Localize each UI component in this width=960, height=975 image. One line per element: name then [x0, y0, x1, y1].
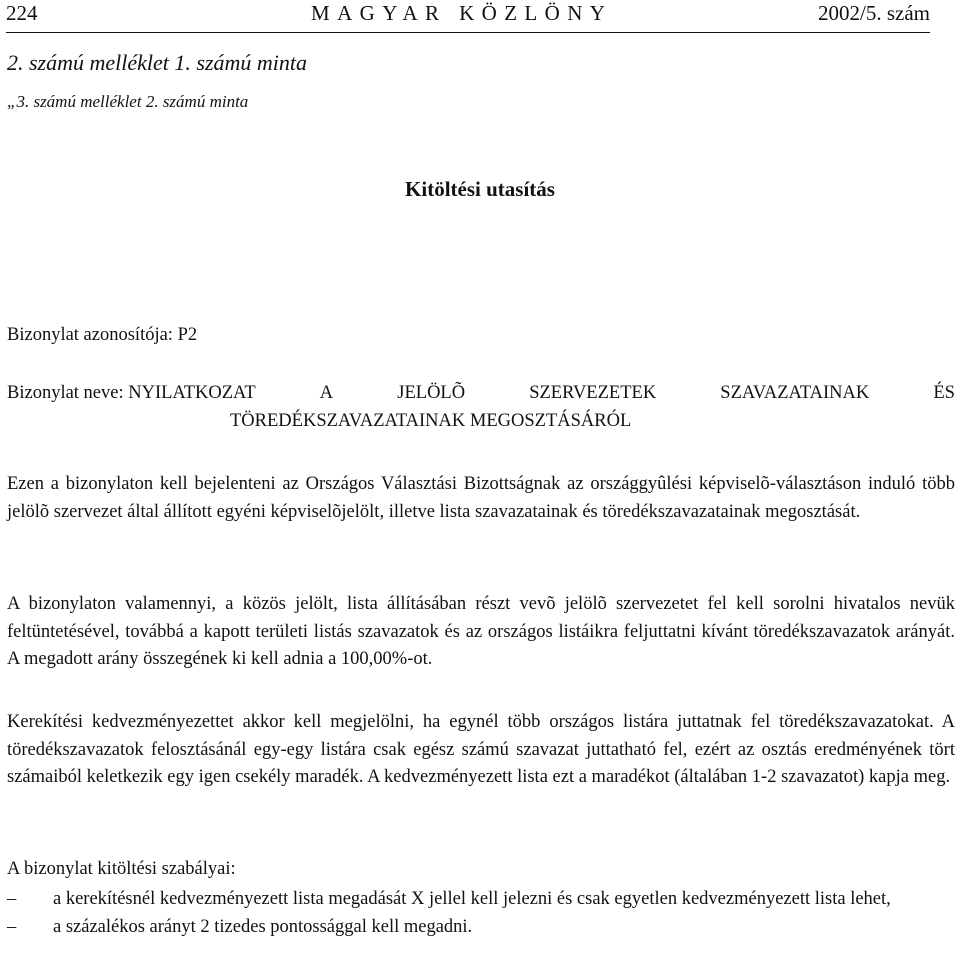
document-id: Bizonylat azonosítója: P2 — [7, 325, 198, 345]
annex-reference-2: „3. számú melléklet 2. számú minta — [7, 92, 249, 111]
page-number: 224 — [6, 1, 38, 25]
document-name-word: SZERVEZETEK — [529, 383, 657, 403]
document-title: Kitöltési utasítás — [405, 177, 555, 201]
list-item — [7, 914, 955, 942]
list-item — [7, 886, 955, 914]
annex-reference-1: 2. számú melléklet 1. számú minta — [7, 50, 308, 75]
dash-bullet: – — [7, 916, 17, 937]
document-name-line-1 — [7, 380, 955, 408]
rules-list — [7, 886, 955, 941]
rule-text: a kerekítésnél kedvezményezett lista megadását X jellel kell jelezni és csak egyetlen kedvezményezett lista lehet, — [53, 889, 891, 909]
issue-number: 2002/5. szám — [818, 1, 930, 25]
rule-text: a százalékos arányt 2 tizedes pontossággal kell megadni. — [53, 916, 473, 937]
paragraph-organizations: A bizonylaton valamennyi, a közös jelölt, lista állításában részt vevõ jelölõ szervezetet fel kell sorolni hivatalos nevük feltüntetésével, továbbá a kapott területi listás szavazatok és az országos listáikra feljuttatni kívánt töredékszavazatok arányát. A megadott arány összegének ki kell adnia a 100,00%-ot. — [7, 594, 955, 670]
rules-heading: A bizonylat kitöltési szabályai: — [7, 859, 236, 879]
document-name-line-2: TÖREDÉKSZAVAZATAINAK MEGOSZTÁSÁRÓL — [230, 410, 632, 431]
document-name — [7, 380, 955, 435]
document-name-word: JELÖLÕ — [397, 383, 466, 403]
paragraph-purpose: Ezen a bizonylaton kell bejelenteni az Országos Választási Bizottságnak az országgyûlési képviselõ-választáson induló több jelölõ szervezet által állított egyéni képviselõjelölt, illetve lista szavazatainak és töredékszavazatainak megosztását. — [7, 474, 955, 522]
journal-title: MAGYAR KÖZLÖNY — [311, 1, 613, 25]
document-name-word: Bizonylat neve: NYILATKOZAT — [7, 383, 256, 403]
dash-bullet: – — [7, 889, 17, 909]
document-name-word: A — [319, 383, 334, 403]
document-name-word: ÉS — [933, 383, 955, 403]
page-header — [6, 0, 930, 33]
paragraph-rounding: Kerekítési kedvezményezettet akkor kell megjelölni, ha egynél több országos listára juttatnak fel töredékszavazatokat. A töredékszavazatok felosztásánál egy-egy listára csak egész számú szavazat juttatható fel, ezért az osztás eredményének tört számaiból keletkezik egy igen csekély maradék. A kedvezményezett lista ezt a maradékot (általában 1-2 szavazatot) kapja meg. — [7, 712, 955, 788]
document-name-word: SZAVAZATAINAK — [720, 383, 870, 403]
